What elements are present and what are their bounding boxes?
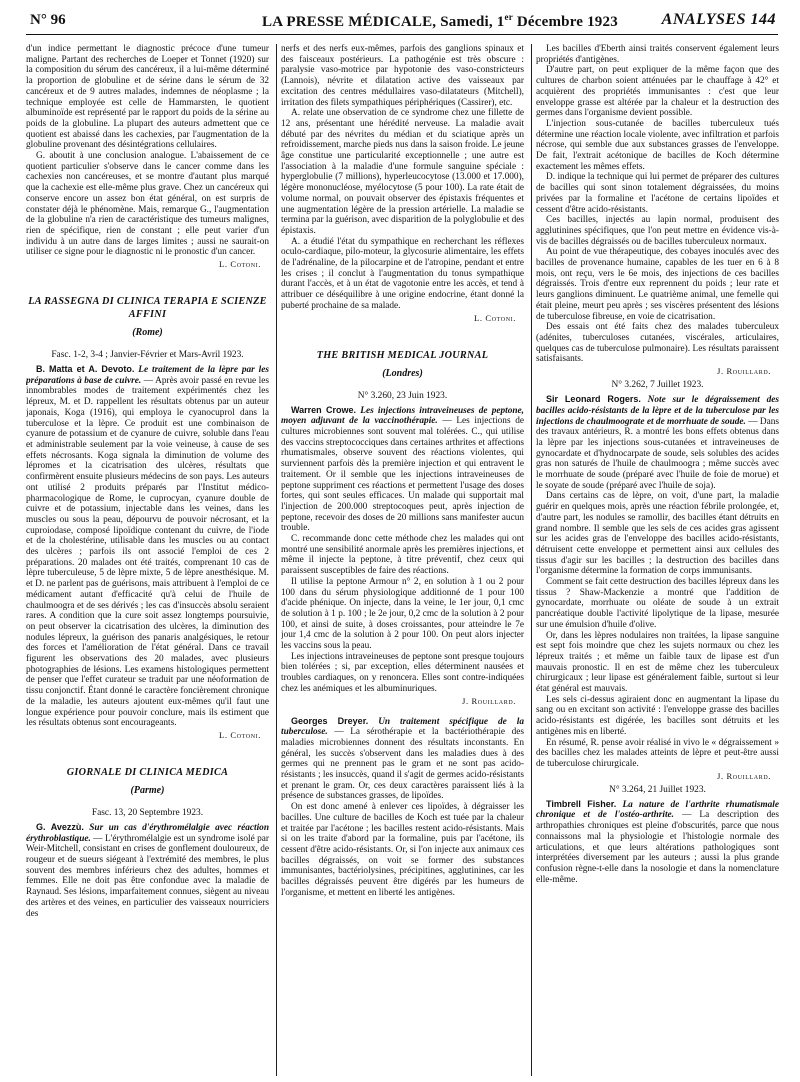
paragraph: En résumé, R. pense avoir réalisé in vivo le « dégraissement » des bacilles chez les malades atteints de lèpre et peut-être aussi de tuberculose chirurgicale. — [536, 737, 779, 769]
signature: J. Rouillard. — [717, 770, 771, 781]
paragraph: C. recommande donc cette méthode chez les malades qui ont montré une sensibilité anormale après les premières injections, et même il injecte la peptone, à titre préventif, chez ceux qui paraissent susceptibles de faire des réactions. — [281, 534, 524, 577]
paragraph: Dans certains cas de lèpre, on voit, d'une part, la maladie guérir en quelques mois, après une réaction fébrile prolongée, et, d'autre part, les nodules se ramollir, des bacilles étant détruits en grand nombre. Il semble que les sels de ces acides gras agissent sur les acides gras de l'enveloppe des bacilles acido-résistants, détruisent cette enveloppe et permettent ainsi aux cellules des tissus d'agir sur les bacilles ; la destruction des bacilles dans l'organisme détermine la formation de corps immunisants. — [536, 491, 779, 577]
paragraph: Ces bacilles, injectés au lapin normal, produisent des agglutinines spécifiques, que l'on peut mettre en évidence vis-à-vis de bacilles dégraissés ou de bacilles tuberculeux normaux. — [536, 215, 779, 247]
article-body: — Dans des travaux antérieurs, R. a montré les bons effets obtenus dans la lèpre par les injections sous-cutanées et intraveineuses de gynocardate et d'hydnocarpate de soude, sels solubles des acides gras non saturés de l'huile de chaulmoogra ; même succès avec le morrhuate de soude (préparé avec l'huile de foie de morue) et le soyate de soude (préparé avec l'huile de soja). — [536, 416, 779, 491]
signature: L. Cotoni. — [219, 729, 261, 740]
date-suffix: er — [504, 12, 513, 22]
journal-heading: LA RASSEGNA DI CLINICA TERAPIA E SCIENZE AFFINI — [28, 296, 267, 321]
article — [26, 364, 269, 729]
paragraph: A. relate une observation de ce syndrome chez une fillette de 12 ans, présentant une hérédité nerveuse. La maladie avait débuté par des névrites du médian et du sciatique après un refroidissement, marche pieds nus dans la saison froide. Le jeune âge constitue une particularité exceptionnelle ; une autre est l'association à la maladie d'une formule sanguine spéciale : hyperglobulie (7 millions), hyperleucocytose (13.000 et 17.000), légère mononucléose, myélocytose (5 pour 100). La rate était de volume normal, on pouvait observer des épistaxis fréquentes et une augmentation légère de la pression artérielle. La maladie se termina par la guérison, avec disparition de la polyglobulie et des épistaxis. — [281, 108, 524, 236]
article-body: — Après avoir passé en revue les innombrables modes de traitement expérimentés chez les lépreux, M. et D. rappellent les résultats obtenus par un auteur japonais, Koga (1916), qui employa le cyanocuprol dans la tuberculose et la lèpre. Ce produit est une combinaison de cyanure de potassium et de cyanure de cuivre, soluble dans l'eau et administrable seulement par la voie veineuse, à cause de ses effets nécrosants. Koga signala la diminution de volume des lépromes et la cicatrisation des ulcères, résultats que confirmèrent ensuite plusieurs médecins de son pays. Les auteurs ont utilisé 2 produits préparés par l'Institut médico-pharmacologique de Rome, le cuprocyan, cyanure double de cuivre et de potassium, injectable dans les veines, dans les muscles ou sous la peau, dépourvu de pouvoir nécrosant, et la cuproiodase, composé lipoïdique contenant du cuivre, de l'iode et de la cholestérine, utilisable dans les muscles ou au contact des ulcères ; parfois ils ont associé l'emploi de ces 2 préparations. 20 malades ont été traités, comprenant 10 cas de lèpre tuberculeuse, 5 de lèpre mixte, 5 de lèpre anesthésique. M. et D. ne parlent pas de guérisons, mais attribuent à l'emploi de ce médicament autant d'efficacité qu'à celui de l'huile de chaulmoogra et de ses dérivés ; les cas d'insuccès absolu seraient rares. A condition que la cure soit assez longtemps poursuivie, on peut observer la cicatrisation des ulcères, la diminution des nodules lépreux, la guérison des panaris analgésiques, le retour des forces et l'amélioration de l'état général. Dans ce travail figurent les observations des 20 malades, avec plusieurs photographies de lésions. Les examens histologiques permettent de penser que l'effet curateur se traduit par une néoformation de tissu conjonctif. Étant donné le caractère foncièrement chronique de la maladie, les auteurs ajoutent eux-mêmes qu'il faut une longue expérience pour pouvoir conclure, mais ils estiment que les résultats obtenus sont encourageants. — [26, 375, 269, 729]
column-1 — [26, 44, 269, 1078]
paragraph: Au point de vue thérapeutique, des cobayes inoculés avec des bacilles de provenance humaine, capables de les tuer en 6 à 8 mois, ont reçu, vers le 6e mois, des injections de ces bacilles dégraissés. Trois d'entre eux reprennent du poids ; leur rate et leurs ganglions diminuent. Le quatrième animal, une femelle qui était pleine, meurt peu après ; ses viscères présentent des lésions de tuberculose fibreuse, en voie de cicatrisation. — [536, 247, 779, 322]
journal-city: (Rome) — [132, 327, 163, 339]
article-body: — L'érythromélalgie est un syndrome isolé par Weir-Mitchell, consistant en crises de gonflement douloureux, de rougeur et de sueurs siégeant à l'extrémité des membres, le plus souvent des membres inférieurs chez des adultes, hommes et femmes. Elle ne doit pas être confondue avec la maladie de Raynaud. Ses lésions, imparfaitement connues, siègent au niveau des artères et des veines, en particulier des vaisseaux nourriciers des — [26, 833, 269, 919]
signature: L. Cotoni. — [474, 312, 516, 323]
paragraph: D. indique la technique qui lui permet de préparer des cultures de bacilles qui sont sinon totalement dégraissées, du moins privées par la formaline et l'acétone de certains lipoïdes et cessent d'être acido-résistants. — [536, 172, 779, 215]
paragraph: Comment se fait cette destruction des bacilles lépreux dans les tissus ? Shaw-Mackenzie a montré que l'addition de gynocardate, morrhuate ou oléate de soude à un extrait pancréatique double l'activité lipolytique de la lipase, mesurée sur une émulsion d'huile d'olive. — [536, 577, 779, 630]
article-body: — La description des arthropathies chroniques est pleine d'obscurités, parce que nous connaissons mal la physiologie et l'histologie normale des articulations, et que leurs altérations pathologiques sont interprétées diversement par les auteurs ; aussi la plus grande confusion règne-t-elle dans la nosologie et dans la nomenclature elle-même. — [536, 810, 779, 885]
article-author: Sir Leonard Rogers. — [546, 394, 641, 405]
journal-city: (Londres) — [382, 367, 423, 379]
paragraph: Les sels ci-dessus agiraient donc en augmentant la lipase du sang ou en excitant son activité : l'enveloppe grasse des bacilles acido-résistants est digérée, les bacilles sont détruits et les antigènes mis en liberté. — [536, 694, 779, 737]
article-author: B. Matta et A. Devoto. — [36, 364, 135, 375]
article-author: Timbrell Fisher. — [546, 798, 617, 809]
issue-line: N° 3.262, 7 Juillet 1923. — [611, 380, 704, 391]
journal-city: (Parme) — [130, 784, 165, 796]
paragraph: L'injection sous-cutanée de bacilles tuberculeux tués détermine une réaction locale violente, avec infiltration et parfois nécrose, qui semble due aux substances grasses de l'enveloppe. De fait, l'extrait acétonique de bacilles de Koch détermine exactement les mêmes effets. — [536, 118, 779, 172]
paragraph: Il utilise la peptone Armour n° 2, en solution à 1 ou 2 pour 100 dans du sérum physiologique additionné de 1 pour 100 d'acide phénique. On injecte, dans la veine, le 1er jour, 0,1 cmc de solution à 1 p. 100 ; le 2e jour, 0,2 cmc de la solution à 2 pour 100, et ainsi de suite, à doses croissantes, pour atteindre le 7e jour 1,4 cmc de la solution à 2 pour 100. On peut alors injecter les vaccins sous la peau. — [281, 576, 524, 652]
signature: L. Cotoni. — [219, 259, 261, 270]
issue-date: Décembre 1923 — [512, 14, 618, 30]
article — [281, 405, 524, 534]
signature: J. Rouillard. — [462, 695, 516, 706]
issue-line: Fasc. 13, 20 Septembre 1923. — [91, 807, 204, 818]
paragraph: D'autre part, on peut expliquer de la même façon que des cultures de charbon soient atténuées par le chauffage à 42° et acquièrent des propriétés immunisantes : c'est que leur enveloppe grasse est altérée par la chaleur et la destruction des germes dans l'organisme devient possible. — [536, 65, 779, 119]
article — [26, 822, 269, 919]
paragraph: nerfs et des nerfs eux-mêmes, parfois des ganglions spinaux et des faisceaux postérieurs. La pathogénie est très obscure : paralysie vaso-motrice par hypotonie des vaso-constricteurs (Lannois), névrite et dilatation active des vaisseaux par excitation des centres médullaires vaso-dilatateurs (Mitchell), irritation des filets sympathiques périphériques (Cassirer), etc. — [281, 44, 524, 108]
article — [536, 394, 779, 491]
article-author: Georges Dreyer. — [291, 715, 369, 726]
article-author: Warren Crowe. — [291, 404, 357, 415]
journal-heading: THE BRITISH MEDICAL JOURNAL — [316, 349, 489, 361]
page-number: N° 96 — [30, 12, 66, 28]
paragraph: On est donc amené à enlever ces lipoïdes, à dégraisser les bacilles. Une culture de bacilles de Koch est tuée par la chaleur et traitée par l'acétone ; les bacilles restent acido-résistants. Mais si on les traite d'abord par la formaline, puis par l'acétone, ils cessent d'être acido-résistants. Or, si l'on injecte aux animaux ces bacilles dégraissés, on voit se former des substances immunisantes, bactériolysines, précipitines, agglutinines, car les bacilles dégraissés peuvent être digérés par les humeurs de l'organisme, et mettent en liberté les antigènes. — [281, 802, 524, 898]
issue-line: N° 3.264, 21 Juillet 1923. — [609, 784, 706, 795]
paragraph: Les injections intraveineuses de peptone sont presque toujours bien tolérées ; si, par exception, elles déterminent nausées et troubles cardiaques, on y renoncera. Elles sont contre-indiquées chez les anémiques et les albuminuriques. — [281, 651, 524, 694]
article — [536, 799, 779, 886]
article-author: G. Avezzù. — [36, 821, 84, 832]
column-3 — [536, 44, 779, 1078]
paragraph: G. aboutit à une conclusion analogue. L'abaissement de ce quotient particulier s'observe dans le cancer comme dans les cachexies non cancéreuses, et se montre d'autant plus marqué que la cachexie est elle-même plus grave. Chez un cancéreux qui conserve encore un assez bon état général, on est surpris de constater déjà le phénomène. Mais, remarque G., l'augmentation de la globuline n'a rien de caractéristique des tumeurs malignes, rien de spécifique, rien de constant ; elle peut varier d'un individu à un autre dans de larges limites ; aussi ne saurait-on utiliser ce signe pour le diagnostic ni le pronostic d'un cancer. — [26, 151, 269, 258]
signature: J. Rouillard. — [717, 366, 771, 377]
journal-name: LA PRESSE MÉDICALE, Samedi, 1 — [262, 14, 505, 30]
issue-line: N° 3.260, 23 Juin 1923. — [357, 390, 448, 401]
paragraph: Des essais ont été faits chez des malades tuberculeux (adénites, tuberculoses cutanées, viscérales, articulaires, quelques cas de tuberculose pulmonaire). Les résultats paraissent satisfaisants. — [536, 322, 779, 365]
article-title: Un traitement spécifique de la tuberculose. — [281, 716, 524, 738]
journal-masthead — [262, 12, 618, 31]
section-label: ANALYSES 144 — [661, 11, 776, 28]
paragraph: Or, dans les lèpres nodulaires non traitées, la lipase sanguine est sept fois moindre que chez les sujets normaux ou chez les lépreux traités ; et même un faible taux de lipase est d'un mauvais pronostic. Il en est de même chez les tuberculeux chirurgicaux ; leur lipase est généralement faible, surtout si leur état général est mauvais. — [536, 630, 779, 695]
article-title: Les injections intraveineuses de peptone, moyen adjuvant de la vaccinothérapie. — [281, 405, 524, 427]
paragraph: Les bacilles d'Eberth ainsi traités conservent également leurs propriétés d'antigènes. — [536, 44, 779, 65]
column-divider — [276, 44, 277, 1076]
column-divider — [531, 44, 532, 1076]
paragraph: d'un indice permettant le diagnostic précoce d'une tumeur maligne. Partant des recherches de Loeper et Tonnet (1920) sur la composition du sérum des cancéreux, il a lui-même déterminé la proportion de globuline et de sérine dans le sérum de 32 cancéreux et de 9 autres malades, indemnes de néoplasme ; la technique employée est celle de Hammarsten, le quotient albuminoïde est représenté par le rapport du poids de la sérine au poids de la globuline. La plupart des auteurs admettent que ce quotient est abaissé dans les cachexies, par l'augmentation de la globuline provenant des désintégrations cellulaires. — [26, 44, 269, 151]
article-title: La nature de l'arthrite rhumatismale chronique et de l'ostéo-arthrite. — [536, 799, 779, 821]
article-title: Sur un cas d'érythromélalgie avec réaction érythroblastique. — [26, 822, 269, 844]
article-body: — Les injections de cultures microbiennes sont souvent mal tolérées. C., qui utilise des vaccins streptococciques dans certaines arthrites et affections rhumatismales, observe souvent des réactions violentes, qui surviennent parfois dès la première injection et qui entravent le traitement. Or il semble que les injections intraveineuses de peptone suppriment ces réactions et permettent l'usage des doses fortes, qui sont seules efficaces. Un malade qui supportait mal l'injection de 200.000 streptocoques peut, après injection de peptone, recevoir des doses de 20 millions sans manifester aucun trouble. — [281, 416, 524, 534]
paragraph: A. a étudié l'état du sympathique en recherchant les réflexes oculo-cardiaque, pilo-moteur, la glycosurie alimentaire, les effets de l'adrénaline, de la pilocarpine et de l'atropine, pendant et entre les crises ; il conclut à l'augmentation du tonus sympathique durant l'accès, et à un état de vagotonie entre les accès, et tend à attribuer ce déséquilibre à une origine endocrine, étant donné la puberté prochaine de sa malade. — [281, 236, 524, 311]
page-header — [26, 10, 778, 35]
article-title: Le traitement de la lèpre par les préparations à base de cuivre. — [26, 365, 269, 386]
issue-line: Fasc. 1-2, 3-4 ; Janvier-Février et Mars-Avril 1923. — [51, 350, 244, 361]
column-2 — [281, 44, 524, 1078]
article — [281, 716, 524, 803]
article-title: Note sur le dégraissement des bacilles acido-résistants de la lèpre et de la tuberculose par les injections de chaulmoograte et de morrhuate de soude. — [536, 395, 779, 427]
article-body: — La sérothérapie et la bactériothérapie des maladies microbiennes donnent des résultats inconstants. En général, les succès s'observent dans les maladies dues à des germes qui ne prennent pas le gram et ne sont pas acido-résistants ; les insuccès, quand il s'agit de germes acido-résistants et prenant le gram. Or, ces deux caractères paraissent liés à la présence de substances grasses, de lipoïdes. — [281, 727, 524, 802]
journal-heading: GIORNALE DI CLINICA MEDICA — [66, 766, 229, 778]
